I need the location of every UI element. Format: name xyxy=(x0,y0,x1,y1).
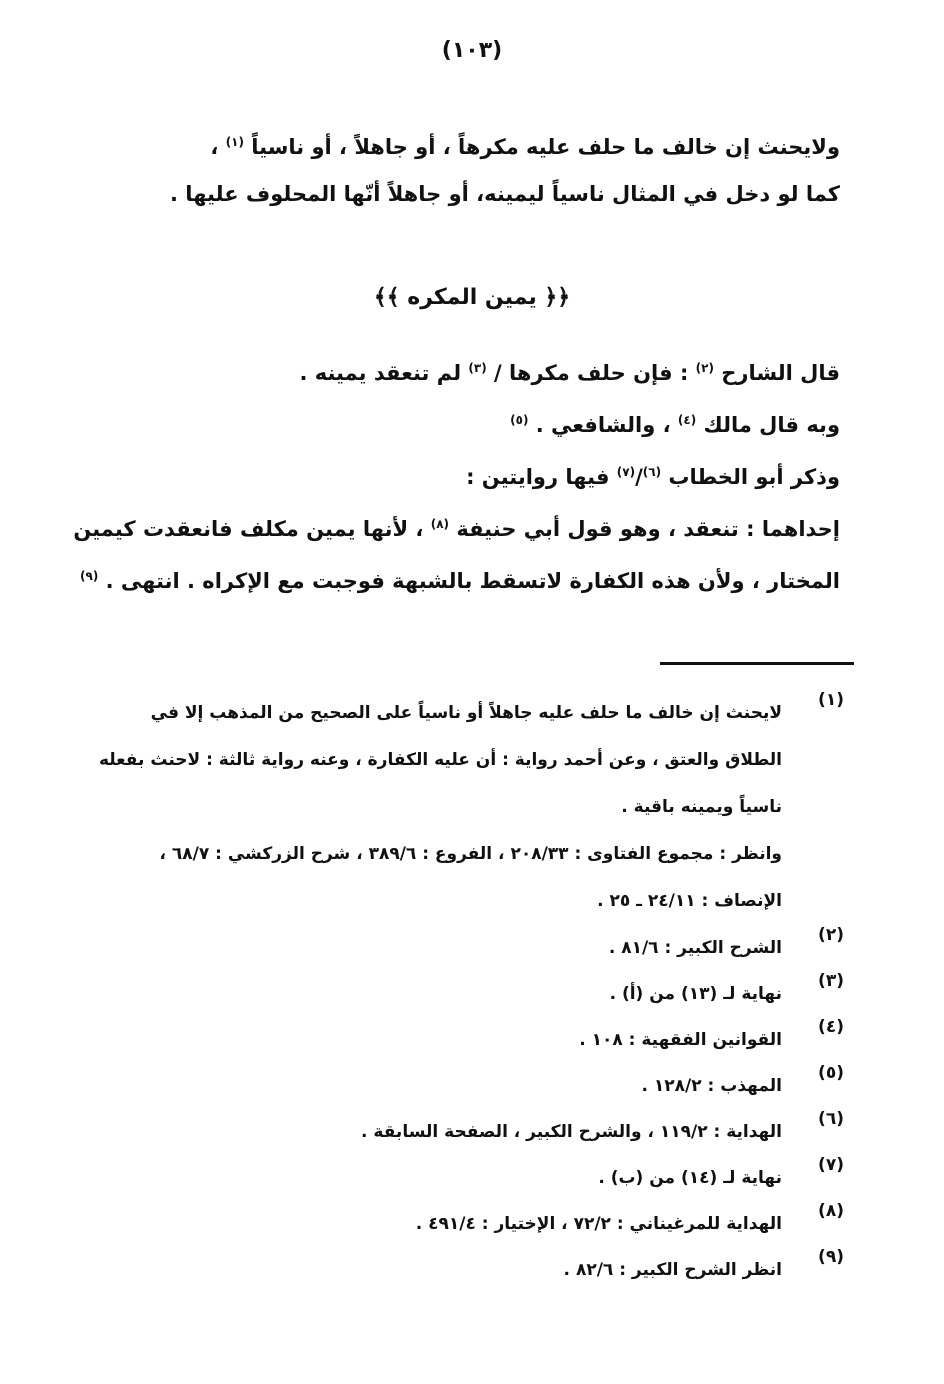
footnote-ref-5: (٥) xyxy=(510,413,529,427)
footnote-ref-3: (٣) xyxy=(468,361,487,375)
section-line-4-a: إحداهما : تنعقد ، وهو قول أبي حنيفة xyxy=(456,517,840,541)
footnote-line: الهداية : ١١٩/٢ ، والشرح الكبير ، الصفحة السابقة . xyxy=(361,1122,782,1142)
intro-line-2: كما لو دخل في المثال ناسياً ليمينه، أو جاهلاً أنّها المحلوف عليها . xyxy=(170,182,840,206)
footnote-2 xyxy=(120,925,848,971)
footnote-ref-9: (٩) xyxy=(80,569,99,583)
footnote-line: نهاية لـ (١٤) من (ب) . xyxy=(598,1168,782,1188)
section-line-3 xyxy=(130,446,840,498)
footnote-ref-2: (٢) xyxy=(695,361,714,375)
footnotes xyxy=(98,690,848,1293)
page-number: (١٠٣) xyxy=(441,38,503,63)
section-line-4-b: ، لأنها يمين مكلف فانعقدت كيمين xyxy=(73,517,424,541)
footnote-1 xyxy=(98,690,848,925)
footnote-3 xyxy=(120,971,848,1017)
footnote-6 xyxy=(120,1109,848,1155)
footnote-line: ناسياً ويمينه باقية . xyxy=(621,797,782,817)
footnote-5 xyxy=(120,1063,848,1109)
intro-paragraph xyxy=(130,116,840,220)
footnote-number: (١) xyxy=(818,690,844,710)
footnote-text xyxy=(99,690,782,925)
footnote-number: (٤) xyxy=(818,1017,844,1037)
section-line-2 xyxy=(130,394,840,446)
footnote-ref-8: (٨) xyxy=(430,517,450,531)
footnote-ref-4: (٤) xyxy=(677,413,697,427)
footnote-9 xyxy=(120,1247,848,1293)
section-line-3-sep: / xyxy=(635,465,643,489)
intro-line-1-end: ، xyxy=(210,135,219,159)
section-line-3-a: وذكر أبو الخطاب xyxy=(668,465,840,489)
footnote-line: المهذب : ١٢٨/٢ . xyxy=(641,1076,782,1096)
footnote-number: (٣) xyxy=(818,971,844,991)
footnote-number: (٩) xyxy=(818,1247,844,1267)
footnote-ref-1: (١) xyxy=(225,135,244,149)
intro-line-1 xyxy=(130,116,840,168)
footnote-number: (٥) xyxy=(818,1063,844,1083)
section-line-5-text: المختار ، ولأن هذه الكفارة لاتسقط بالشبهة فوجبت مع الإكراه . انتهى . xyxy=(105,569,840,593)
footnote-ref-7: (٧) xyxy=(616,465,636,479)
footnote-7 xyxy=(120,1155,848,1201)
footnote-line: لايحنث إن خالف ما حلف عليه جاهلاً أو ناسياً على الصحيح من المذهب إلا في xyxy=(150,703,782,723)
section-line-1-b: : فإن حلف مكرها / xyxy=(494,361,689,385)
section-heading: ﴿﴿ يمين المكره ﴾﴾ xyxy=(373,285,571,310)
section-line-1-a: قال الشارح xyxy=(721,361,840,385)
footnote-ref-6: (٦) xyxy=(642,465,662,479)
footnote-separator xyxy=(660,662,854,665)
footnote-line: الإنصاف : ٢٤/١١ ـ ٢٥ . xyxy=(597,891,782,911)
section-line-3-b: فيها روايتين : xyxy=(466,465,610,489)
footnote-line: انظر الشرح الكبير : ٨٢/٦ . xyxy=(563,1260,782,1280)
footnote-number: (٢) xyxy=(818,925,844,945)
footnote-line: الطلاق والعتق ، وعن أحمد رواية : أن عليه الكفارة ، وعنه رواية ثالثة : لاحنث بفعله xyxy=(98,750,782,770)
footnote-number: (٦) xyxy=(818,1109,844,1129)
section-line-2-b: ، والشافعي . xyxy=(535,413,671,437)
footnote-number: (٧) xyxy=(818,1155,844,1175)
footnote-line: الهداية للمرغيناني : ٧٢/٢ ، الإختيار : ٤٩١/٤ . xyxy=(415,1214,782,1234)
section-line-5 xyxy=(80,550,840,602)
footnote-8 xyxy=(120,1201,848,1247)
intro-line-1-text: ولايحنث إن خالف ما حلف عليه مكرهاً ، أو جاهلاً ، أو ناسياً xyxy=(251,135,840,159)
section-body xyxy=(73,342,840,602)
footnote-line: نهاية لـ (١٣) من (أ) . xyxy=(609,984,782,1004)
footnote-line: القوانين الفقهية : ١٠٨ . xyxy=(579,1030,782,1050)
footnote-line: وانظر : مجموع الفتاوى : ٢٠٨/٣٣ ، الفروع : ٣٨٩/٦ ، شرح الزركشي : ٦٨/٧ ، xyxy=(159,844,782,864)
section-line-1 xyxy=(130,342,840,394)
section-line-1-c: لم تنعقد يمينه . xyxy=(299,361,462,385)
section-line-4 xyxy=(73,498,840,550)
section-line-2-a: وبه قال مالك xyxy=(703,413,840,437)
footnote-number: (٨) xyxy=(818,1201,844,1221)
footnote-line: الشرح الكبير : ٨١/٦ . xyxy=(608,938,782,958)
footnote-4 xyxy=(120,1017,848,1063)
